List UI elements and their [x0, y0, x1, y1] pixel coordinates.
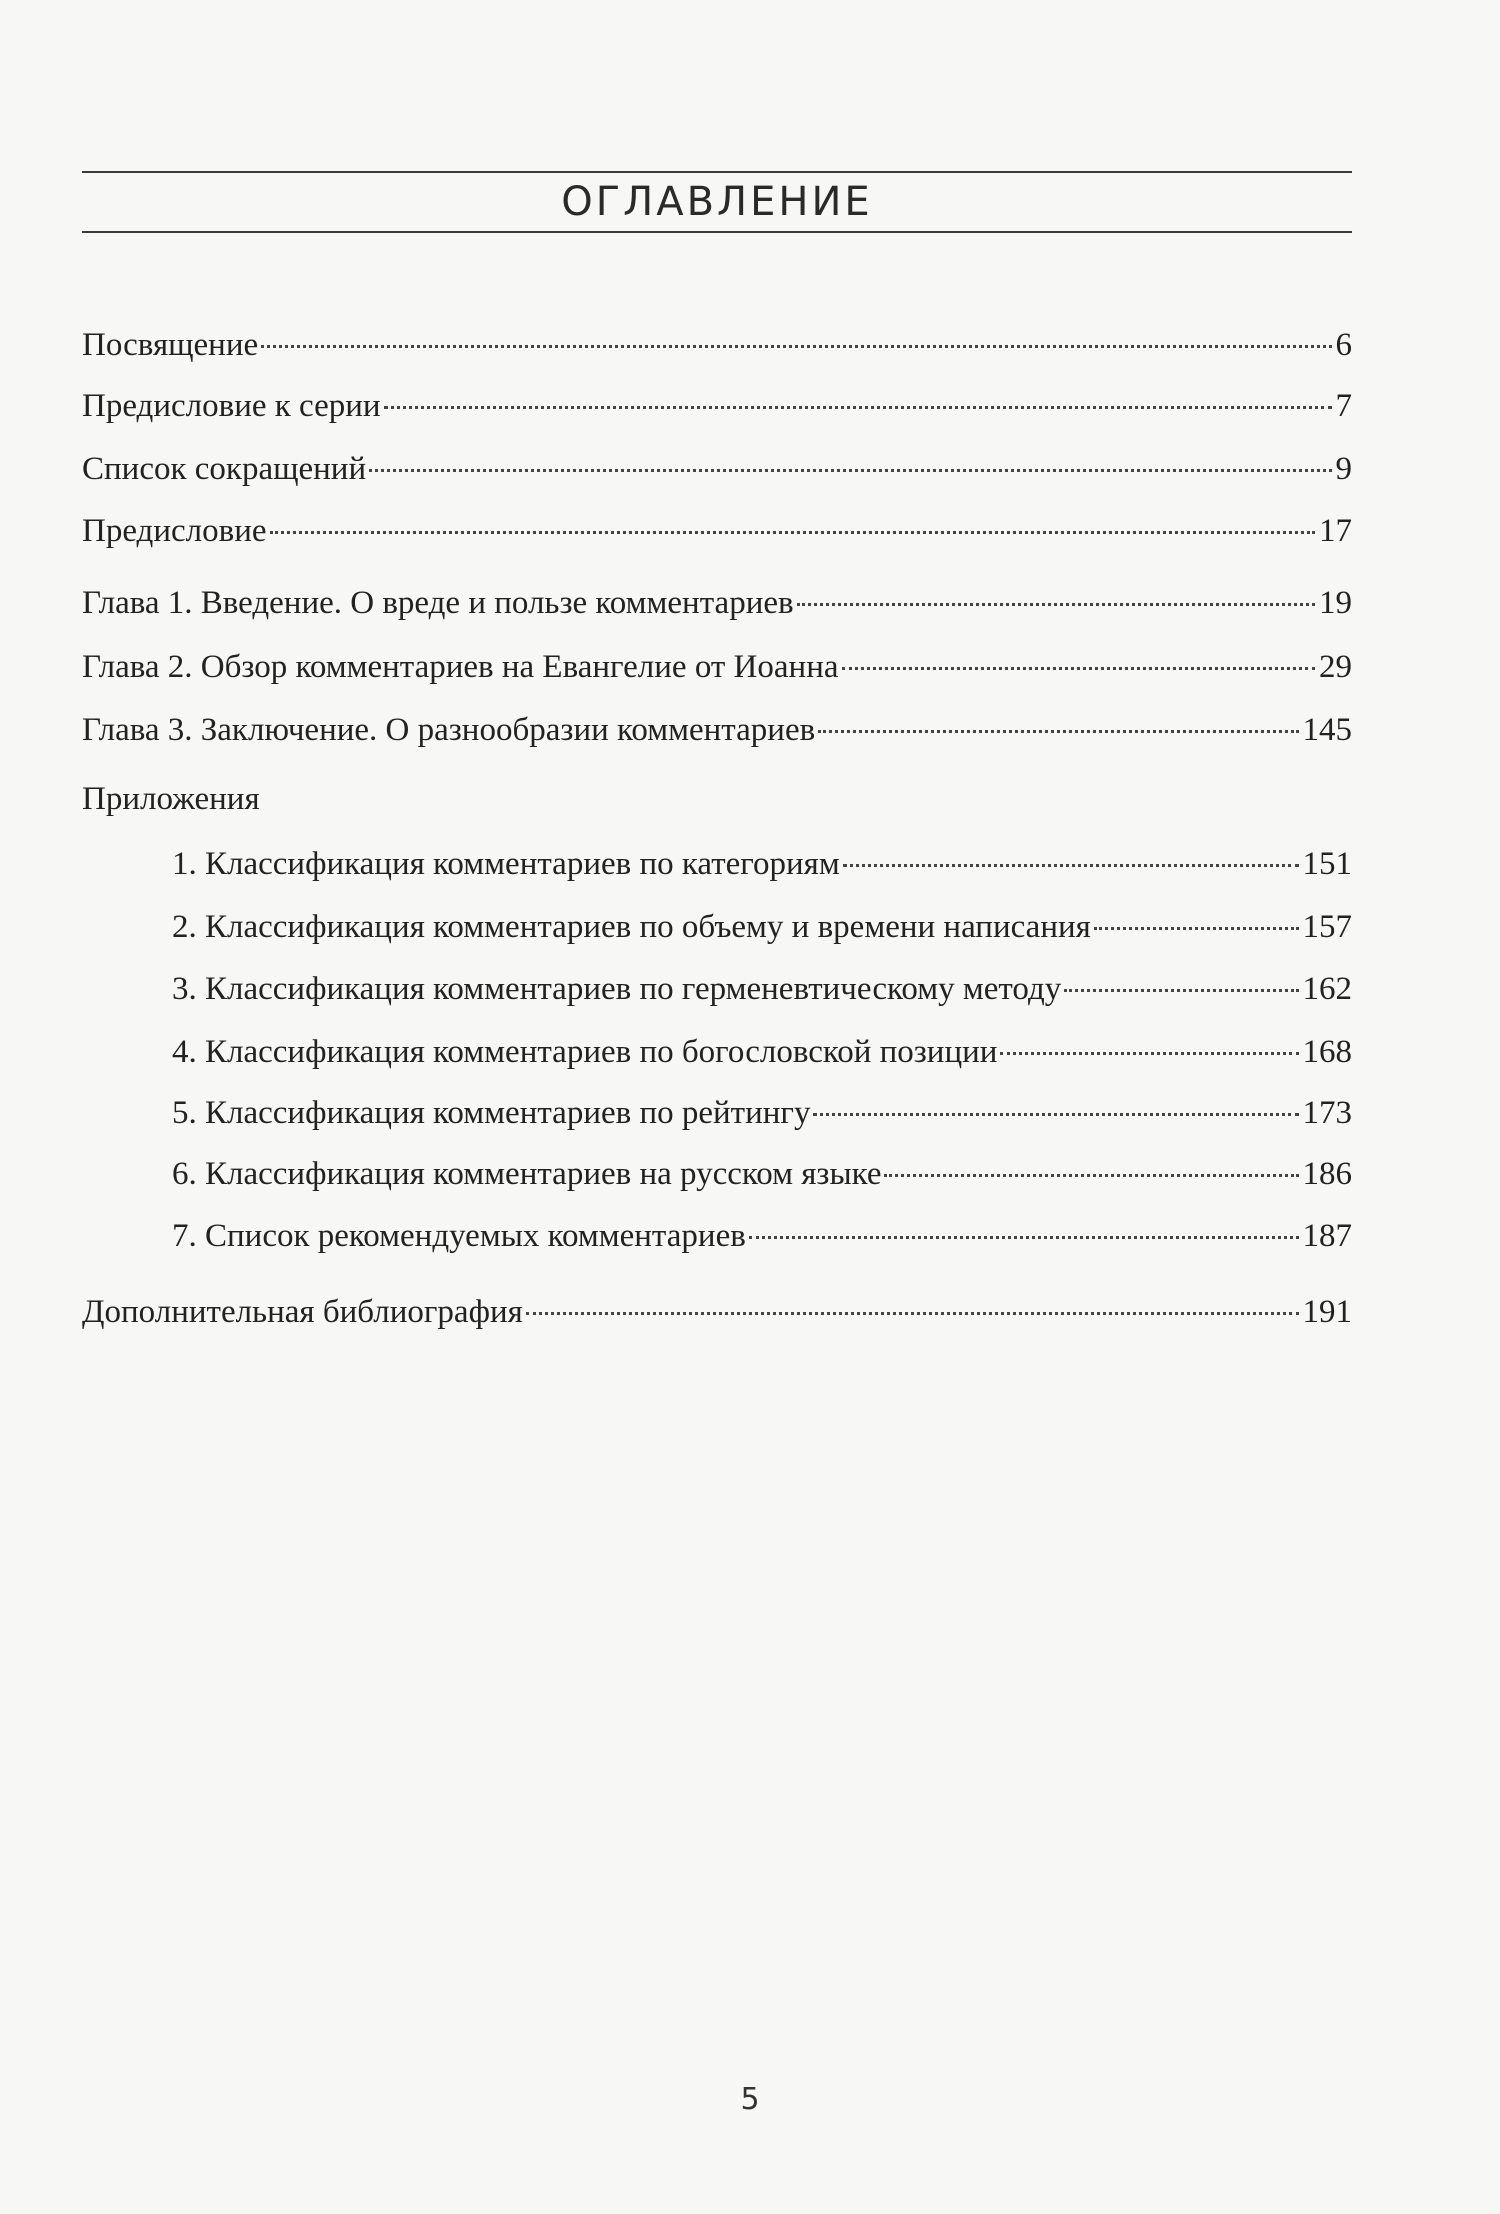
toc-entry-label: Посвящение — [82, 327, 259, 363]
toc-entry-label: 2. Классификация комментариев по объему и времени написания — [172, 909, 1091, 945]
dot-leader — [1064, 989, 1298, 992]
toc-entry-page: 168 — [1302, 1034, 1352, 1070]
toc-entry-page: 7 — [1335, 388, 1352, 424]
toc-entry-series-preface[interactable] — [82, 383, 1352, 429]
toc-entry-label: 3. Классификация комментариев по герменевтическому методу — [172, 971, 1062, 1007]
toc-entry-label: Предисловие к серии — [82, 388, 381, 424]
toc-entry-page: 151 — [1302, 846, 1352, 882]
toc-entry-label: Предисловие — [82, 513, 267, 549]
toc-entry-appendix-1[interactable] — [172, 841, 1352, 887]
dot-leader — [1094, 927, 1299, 930]
dot-leader — [261, 345, 1331, 348]
dot-leader — [842, 667, 1315, 670]
toc-entry-label: 7. Список рекомендуемых комментариев — [172, 1218, 746, 1254]
toc-entry-chapter-3[interactable] — [82, 707, 1352, 753]
toc-entry-abbreviations[interactable] — [82, 446, 1352, 492]
toc-entry-page: 9 — [1335, 451, 1352, 487]
toc-entry-page: 162 — [1302, 971, 1352, 1007]
toc-entry-page: 145 — [1302, 712, 1352, 748]
toc-entry-label: Список сокращений — [82, 451, 367, 487]
toc-entry-label: 6. Классификация комментариев на русском языке — [172, 1156, 882, 1192]
dot-leader — [384, 406, 1332, 409]
toc-entry-appendix-6[interactable] — [172, 1151, 1352, 1197]
dot-leader — [813, 1113, 1298, 1116]
toc-entry-page: 191 — [1302, 1294, 1352, 1330]
toc-entry-appendix-2[interactable] — [172, 904, 1352, 950]
dot-leader — [526, 1312, 1299, 1315]
toc-entry-label: Глава 1. Введение. О вреде и пользе комментариев — [82, 585, 794, 621]
toc-entry-appendix-5[interactable] — [172, 1090, 1352, 1136]
title-rule-top — [82, 171, 1352, 173]
title-rule-bottom — [82, 231, 1352, 233]
toc-entry-appendix-4[interactable] — [172, 1029, 1352, 1075]
dot-leader — [884, 1174, 1298, 1177]
toc-entry-page: 173 — [1302, 1095, 1352, 1131]
toc-entry-label: 5. Классификация комментариев по рейтингу — [172, 1095, 811, 1131]
toc-entry-page: 187 — [1302, 1218, 1352, 1254]
dot-leader — [369, 469, 1331, 472]
toc-entry-page: 17 — [1319, 513, 1352, 549]
page-title: ОГЛАВЛЕНИЕ — [561, 179, 873, 225]
toc-entry-label: 1. Классификация комментариев по категориям — [172, 846, 840, 882]
toc-entry-page: 19 — [1319, 585, 1352, 621]
toc-entry-dedication[interactable] — [82, 322, 1352, 368]
toc-entry-page: 157 — [1302, 909, 1352, 945]
toc-entry-label: 4. Классификация комментариев по богословской позиции — [172, 1034, 998, 1070]
appendix-heading: Приложения — [82, 781, 260, 817]
toc-entry-chapter-2[interactable] — [82, 644, 1352, 690]
dot-leader — [1000, 1052, 1298, 1055]
toc-entry-appendix-3[interactable] — [172, 966, 1352, 1012]
dot-leader — [843, 864, 1299, 867]
toc-entry-label: Глава 2. Обзор комментариев на Евангелие от Иоанна — [82, 649, 839, 685]
toc-entry-bibliography[interactable] — [82, 1289, 1352, 1335]
toc-entry-preface[interactable] — [82, 508, 1352, 554]
toc-entry-label: Дополнительная библиография — [82, 1294, 523, 1330]
dot-leader — [270, 531, 1316, 534]
toc-entry-page: 6 — [1335, 327, 1352, 363]
toc-entry-appendix-7[interactable] — [172, 1213, 1352, 1259]
page-number: 5 — [740, 2082, 760, 2117]
dot-leader — [749, 1236, 1299, 1239]
toc-entry-label: Глава 3. Заключение. О разнообразии комментариев — [82, 712, 816, 748]
dot-leader — [797, 603, 1315, 606]
toc-entry-page: 29 — [1319, 649, 1352, 685]
toc-entry-page: 186 — [1302, 1156, 1352, 1192]
toc-entry-chapter-1[interactable] — [82, 580, 1352, 626]
dot-leader — [818, 730, 1298, 733]
